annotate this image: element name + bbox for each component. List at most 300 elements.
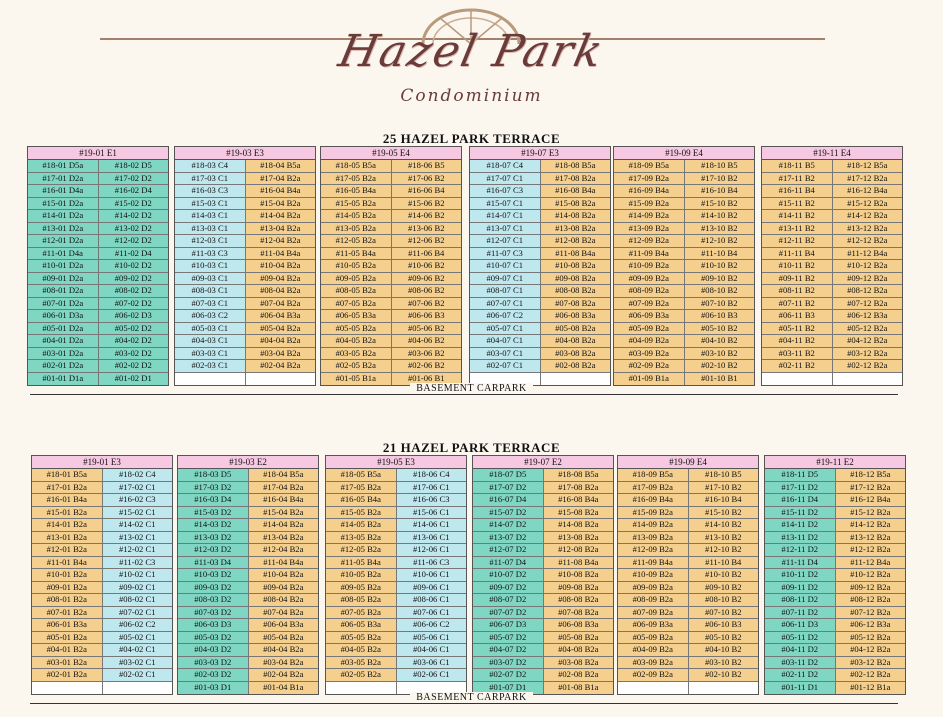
unit-cell: #07-08 B2a (540, 298, 611, 310)
unit-cell: #14-02 D2 (98, 210, 169, 222)
unit-cell: #05-06 C1 (396, 632, 467, 644)
unit-cell: #10-06 C1 (396, 569, 467, 581)
unit-cell: #17-07 D2 (473, 482, 543, 494)
unit-row (326, 619, 466, 632)
unit-cell: #14-08 B2a (540, 210, 611, 222)
unit-row (765, 582, 905, 595)
unit-cell: #14-05 B2a (326, 519, 396, 531)
unit-row (175, 348, 315, 361)
unit-cell: #03-05 B2a (326, 657, 396, 669)
unit-cell: #16-06 C3 (396, 494, 467, 506)
unit-row (765, 594, 905, 607)
unit-cell: #18-09 B5a (614, 160, 684, 172)
unit-cell: #04-09 B2a (614, 335, 684, 347)
unit-cell: #08-06 C1 (396, 594, 467, 606)
unit-cell: #17-11 B2 (762, 173, 832, 185)
unit-cell: #15-05 B2a (321, 198, 391, 210)
section-title-21: 21 HAZEL PARK TERRACE (382, 440, 561, 455)
unit-cell: #14-09 B2a (618, 519, 688, 531)
unit-row (614, 348, 754, 361)
unit-cell: #17-04 B2a (248, 482, 319, 494)
unit-cell: #15-11 B2 (762, 198, 832, 210)
unit-cell: #04-08 B2a (540, 335, 611, 347)
unit-cell: #12-04 B2a (245, 235, 316, 247)
unit-row (175, 235, 315, 248)
unit-cell: #10-10 B2 (688, 569, 759, 581)
unit-row (473, 657, 613, 670)
unit-cell: #14-04 B2a (248, 519, 319, 531)
unit-cell: #01-07 D1 (473, 682, 543, 695)
unit-row (470, 185, 610, 198)
unit-block (469, 146, 611, 386)
unit-cell: #12-06 B2 (391, 235, 462, 247)
unit-cell: #14-08 B2a (543, 519, 614, 531)
unit-row (178, 582, 318, 595)
unit-row (762, 260, 902, 273)
unit-cell: #02-09 B2a (614, 360, 684, 372)
unit-cell: #06-07 C2 (470, 310, 540, 322)
unit-row (321, 235, 461, 248)
unit-cell: #07-10 B2 (684, 298, 755, 310)
unit-cell: #02-04 B2a (245, 360, 316, 372)
unit-cell: #17-05 B2a (326, 482, 396, 494)
unit-cell: #04-03 D2 (178, 644, 248, 656)
unit-cell: #02-04 B2a (248, 669, 319, 681)
unit-row (614, 323, 754, 336)
unit-cell: #10-05 B2a (321, 260, 391, 272)
unit-cell: #07-03 D2 (178, 607, 248, 619)
unit-cell: #07-11 D2 (765, 607, 835, 619)
unit-cell: #18-03 D5 (178, 469, 248, 481)
unit-cell: #08-12 B2a (835, 594, 906, 606)
unit-row (473, 507, 613, 520)
unit-cell: #05-10 B2 (688, 632, 759, 644)
basement-carpark-label-21: BASEMENT CARPARK (0, 692, 943, 703)
carpark-line (30, 703, 898, 704)
unit-cell: #03-07 C1 (470, 348, 540, 360)
unit-cell: #07-04 B2a (248, 607, 319, 619)
unit-cell: #13-03 C1 (175, 223, 245, 235)
unit-row (32, 532, 172, 545)
unit-cell: #18-06 C4 (396, 469, 467, 481)
unit-cell: #10-01 D2a (28, 260, 98, 272)
unit-cell: #10-03 C1 (175, 260, 245, 272)
unit-cell: #01-09 B1a (614, 373, 684, 386)
unit-row (175, 185, 315, 198)
unit-cell: #13-05 B2a (321, 223, 391, 235)
unit-cell: #02-11 D2 (765, 669, 835, 681)
unit-row (765, 657, 905, 670)
unit-cell: #13-12 B2a (832, 223, 903, 235)
unit-cell: #11-01 B4a (32, 557, 102, 569)
unit-cell: #10-12 B2a (832, 260, 903, 272)
unit-cell: #15-10 B2 (688, 507, 759, 519)
unit-cell: #05-05 B2a (321, 323, 391, 335)
unit-cell: #01-11 D1 (765, 682, 835, 695)
unit-cell: #15-01 D2a (28, 198, 98, 210)
unit-cell: #07-09 B2a (614, 298, 684, 310)
unit-cell: #15-02 C1 (102, 507, 173, 519)
unit-row (32, 594, 172, 607)
unit-cell: #06-07 D3 (473, 619, 543, 631)
unit-cell: #16-02 D4 (98, 185, 169, 197)
unit-cell: #10-10 B2 (684, 260, 755, 272)
unit-cell: #11-05 B4a (321, 248, 391, 260)
unit-row (765, 644, 905, 657)
unit-cell: #13-07 C1 (470, 223, 540, 235)
unit-cell: #16-03 C3 (175, 185, 245, 197)
unit-row (618, 632, 758, 645)
unit-cell: #12-02 C1 (102, 544, 173, 556)
unit-cell: #09-08 B2a (540, 273, 611, 285)
unit-cell: #11-03 C3 (175, 248, 245, 260)
unit-cell: #18-01 B5a (32, 469, 102, 481)
unit-cell: #10-02 C1 (102, 569, 173, 581)
unit-cell: #18-04 B5a (245, 160, 316, 172)
unit-row (178, 544, 318, 557)
unit-cell: #17-06 B2 (391, 173, 462, 185)
unit-row (326, 507, 466, 520)
unit-row (178, 619, 318, 632)
unit-cell: #16-05 B4a (321, 185, 391, 197)
unit-cell: #04-04 B2a (248, 644, 319, 656)
unit-row (470, 210, 610, 223)
unit-row (32, 557, 172, 570)
unit-cell: #15-03 D2 (178, 507, 248, 519)
unit-row (762, 348, 902, 361)
unit-row (470, 335, 610, 348)
unit-cell: #06-10 B3 (688, 619, 759, 631)
unit-cell: #08-01 D2a (28, 285, 98, 297)
unit-row (473, 632, 613, 645)
block-header: #19-01 E3 (32, 456, 172, 469)
unit-cell: #11-09 B4a (614, 248, 684, 260)
unit-cell: #12-12 B2a (832, 235, 903, 247)
unit-row (618, 557, 758, 570)
unit-row (470, 235, 610, 248)
unit-cell: #04-11 D2 (765, 644, 835, 656)
unit-row (614, 248, 754, 261)
unit-row (321, 185, 461, 198)
unit-row (614, 335, 754, 348)
unit-row (618, 507, 758, 520)
unit-row (321, 210, 461, 223)
block-header: #19-07 E3 (470, 147, 610, 160)
unit-row (618, 619, 758, 632)
unit-cell: #03-12 B2a (832, 348, 903, 360)
unit-cell: #15-08 B2a (540, 198, 611, 210)
unit-block (174, 146, 316, 386)
unit-row (618, 569, 758, 582)
unit-row (614, 298, 754, 311)
unit-cell: #06-08 B3a (540, 310, 611, 322)
unit-cell: #10-01 B2a (32, 569, 102, 581)
unit-cell: #09-05 B2a (326, 582, 396, 594)
unit-row (175, 260, 315, 273)
unit-cell: #09-06 C1 (396, 582, 467, 594)
unit-row (470, 360, 610, 373)
unit-cell: #11-11 D4 (765, 557, 835, 569)
unit-cell: #10-07 D2 (473, 569, 543, 581)
unit-row (326, 569, 466, 582)
unit-cell: #15-03 C1 (175, 198, 245, 210)
unit-cell: #12-03 D2 (178, 544, 248, 556)
unit-cell: #11-04 B4a (248, 557, 319, 569)
unit-cell: #17-12 B2a (832, 173, 903, 185)
unit-cell: #05-02 D2 (98, 323, 169, 335)
unit-row (326, 594, 466, 607)
unit-cell: #03-01 D2a (28, 348, 98, 360)
block-header: #19-11 E4 (762, 147, 902, 160)
unit-row (32, 644, 172, 657)
unit-cell: #17-10 B2 (684, 173, 755, 185)
unit-row (326, 469, 466, 482)
unit-cell: #17-10 B2 (688, 482, 759, 494)
unit-cell: #03-02 D2 (98, 348, 169, 360)
unit-cell: #06-09 B3a (614, 310, 684, 322)
unit-row (178, 607, 318, 620)
unit-row (762, 210, 902, 223)
unit-row (614, 260, 754, 273)
unit-cell: #02-08 B2a (540, 360, 611, 372)
unit-row (175, 210, 315, 223)
unit-cell: #04-02 C1 (102, 644, 173, 656)
unit-cell: #04-10 B2 (688, 644, 759, 656)
unit-row (321, 298, 461, 311)
basement-carpark-label-25: BASEMENT CARPARK (0, 383, 943, 394)
unit-row (175, 160, 315, 173)
unit-cell: #09-04 B2a (245, 273, 316, 285)
unit-cell: #02-01 B2a (32, 669, 102, 681)
unit-cell: #03-08 B2a (543, 657, 614, 669)
unit-row (762, 273, 902, 286)
unit-cell: #06-01 D3a (28, 310, 98, 322)
unit-cell: #08-05 B2a (326, 594, 396, 606)
unit-row (618, 644, 758, 657)
unit-cell: #09-07 D2 (473, 582, 543, 594)
unit-row (765, 544, 905, 557)
unit-row (175, 273, 315, 286)
unit-cell: #17-03 C1 (175, 173, 245, 185)
unit-row (473, 644, 613, 657)
unit-cell: #16-10 B4 (688, 494, 759, 506)
unit-cell: #03-11 D2 (765, 657, 835, 669)
unit-cell: #04-06 B2 (391, 335, 462, 347)
unit-cell: #16-10 B4 (684, 185, 755, 197)
unit-cell: #14-07 D2 (473, 519, 543, 531)
unit-cell: #07-02 C1 (102, 607, 173, 619)
unit-cell: #03-03 D2 (178, 657, 248, 669)
unit-row (175, 198, 315, 211)
unit-row (618, 582, 758, 595)
unit-row (326, 494, 466, 507)
unit-row (32, 507, 172, 520)
unit-row (762, 160, 902, 173)
unit-row (175, 173, 315, 186)
unit-row (614, 198, 754, 211)
unit-row (614, 160, 754, 173)
unit-cell: #09-04 B2a (248, 582, 319, 594)
unit-cell: #07-01 B2a (32, 607, 102, 619)
unit-cell: #13-04 B2a (248, 532, 319, 544)
unit-row (765, 669, 905, 682)
unit-cell: #11-08 B4a (543, 557, 614, 569)
block-header: #19-11 E2 (765, 456, 905, 469)
unit-cell: #01-10 B1 (684, 373, 755, 386)
unit-row (178, 569, 318, 582)
unit-row (321, 173, 461, 186)
unit-cell: #13-01 D2a (28, 223, 98, 235)
unit-cell: #12-09 B2a (618, 544, 688, 556)
unit-cell: #03-11 B2 (762, 348, 832, 360)
unit-row (32, 669, 172, 682)
unit-row (470, 198, 610, 211)
unit-cell: #10-09 B2a (618, 569, 688, 581)
unit-row (765, 607, 905, 620)
unit-cell: #03-06 C1 (396, 657, 467, 669)
unit-cell: #11-02 D4 (98, 248, 169, 260)
unit-row (321, 323, 461, 336)
unit-cell: #02-06 C1 (396, 669, 467, 681)
unit-cell: #13-12 B2a (835, 532, 906, 544)
unit-cell: #04-12 B2a (832, 335, 903, 347)
unit-row (32, 607, 172, 620)
unit-cell: #10-07 C1 (470, 260, 540, 272)
unit-cell: #13-06 C1 (396, 532, 467, 544)
unit-cell: #07-03 C1 (175, 298, 245, 310)
unit-cell: #05-04 B2a (248, 632, 319, 644)
unit-cell: #08-06 B2 (391, 285, 462, 297)
unit-cell: #06-12 B3a (832, 310, 903, 322)
unit-row (762, 223, 902, 236)
unit-row (321, 348, 461, 361)
unit-row (473, 494, 613, 507)
unit-row (765, 519, 905, 532)
unit-row (614, 223, 754, 236)
unit-row (321, 273, 461, 286)
unit-row (28, 298, 168, 311)
unit-cell: #05-01 B2a (32, 632, 102, 644)
unit-row (326, 582, 466, 595)
unit-row (178, 644, 318, 657)
unit-cell: #06-05 B3a (321, 310, 391, 322)
unit-cell: #16-08 B4a (540, 185, 611, 197)
unit-cell: #08-03 D2 (178, 594, 248, 606)
unit-cell: #10-05 B2a (326, 569, 396, 581)
unit-cell: #12-05 B2a (326, 544, 396, 556)
unit-cell: #11-07 C3 (470, 248, 540, 260)
unit-cell: #03-08 B2a (540, 348, 611, 360)
unit-row (762, 360, 902, 373)
block-header: #19-05 E3 (326, 456, 466, 469)
unit-row (473, 569, 613, 582)
unit-row (618, 482, 758, 495)
unit-cell: #04-05 B2a (326, 644, 396, 656)
unit-cell: #14-12 B2a (835, 519, 906, 531)
unit-cell: #07-06 C1 (396, 607, 467, 619)
unit-cell: #14-12 B2a (832, 210, 903, 222)
unit-cell: #07-04 B2a (245, 298, 316, 310)
unit-cell: #17-03 D2 (178, 482, 248, 494)
unit-row (618, 469, 758, 482)
unit-row (765, 482, 905, 495)
unit-row (614, 310, 754, 323)
unit-row (762, 248, 902, 261)
unit-row (321, 335, 461, 348)
unit-cell: #01-02 D1 (98, 373, 169, 386)
unit-cell: #12-05 B2a (321, 235, 391, 247)
unit-cell: #14-07 C1 (470, 210, 540, 222)
unit-block (31, 455, 173, 695)
unit-cell: #09-01 D2a (28, 273, 98, 285)
unit-cell: #11-12 B4a (835, 557, 906, 569)
unit-cell: #18-08 B5a (543, 469, 614, 481)
unit-row (28, 185, 168, 198)
unit-cell: #02-01 D2a (28, 360, 98, 372)
unit-cell: #18-09 B5a (618, 469, 688, 481)
unit-row (470, 248, 610, 261)
unit-cell: #07-06 B2 (391, 298, 462, 310)
unit-cell: #16-12 B4a (835, 494, 906, 506)
unit-cell: #16-02 C3 (102, 494, 173, 506)
unit-cell: #12-02 D2 (98, 235, 169, 247)
unit-row (28, 210, 168, 223)
unit-cell: #05-12 B2a (835, 632, 906, 644)
unit-cell: #11-01 D4a (28, 248, 98, 260)
unit-cell: #15-08 B2a (543, 507, 614, 519)
unit-row (473, 619, 613, 632)
unit-row (28, 235, 168, 248)
unit-cell: #05-07 C1 (470, 323, 540, 335)
unit-row (326, 644, 466, 657)
unit-cell: #13-02 C1 (102, 532, 173, 544)
unit-row (618, 669, 758, 682)
unit-cell: #05-06 B2 (391, 323, 462, 335)
unit-row (326, 544, 466, 557)
brand-header (0, 0, 943, 120)
block-header: #19-07 E2 (473, 456, 613, 469)
unit-cell: #09-02 C1 (102, 582, 173, 594)
unit-row (326, 657, 466, 670)
unit-cell: #04-07 C1 (470, 335, 540, 347)
unit-cell: #06-02 C2 (102, 619, 173, 631)
unit-cell: #02-05 B2a (321, 360, 391, 372)
unit-row (618, 494, 758, 507)
unit-cell: #13-07 D2 (473, 532, 543, 544)
unit-row (321, 360, 461, 373)
unit-block (764, 455, 906, 695)
unit-cell: #08-08 B2a (543, 594, 614, 606)
unit-cell: #05-08 B2a (540, 323, 611, 335)
unit-row (326, 532, 466, 545)
brand-subtitle: Condominium (400, 86, 543, 106)
unit-row (175, 223, 315, 236)
unit-cell: #17-08 B2a (540, 173, 611, 185)
unit-cell: #11-08 B4a (540, 248, 611, 260)
unit-cell: #13-08 B2a (540, 223, 611, 235)
unit-cell: #17-02 C1 (102, 482, 173, 494)
unit-cell: #01-03 D1 (178, 682, 248, 695)
unit-cell: #12-10 B2 (684, 235, 755, 247)
unit-cell: #09-03 D2 (178, 582, 248, 594)
unit-cell: #09-07 C1 (470, 273, 540, 285)
unit-row (178, 657, 318, 670)
unit-cell: #08-02 C1 (102, 594, 173, 606)
unit-cell: #04-07 D2 (473, 644, 543, 656)
unit-cell: #11-11 B4 (762, 248, 832, 260)
unit-cell: #08-09 B2a (618, 594, 688, 606)
unit-row (470, 348, 610, 361)
